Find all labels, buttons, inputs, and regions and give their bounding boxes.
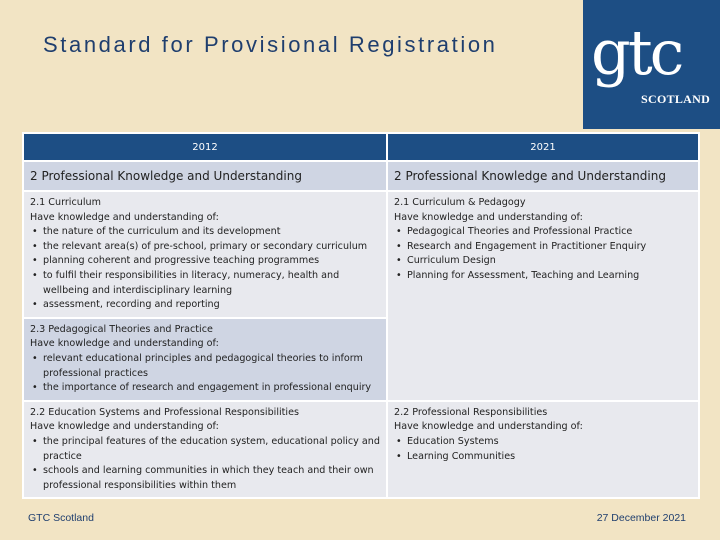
table-row: [23, 401, 699, 499]
list-item: • Pedagogical Theories and Professional Practice: [394, 225, 692, 240]
cell-heading: 2.2 Education Systems and Professional Responsibilities: [30, 406, 299, 418]
bullet-list: [30, 352, 380, 396]
list-item: • to fulfil their responsibilities in literacy, numeracy, health and wellbeing and interdisciplinary learning: [30, 269, 380, 298]
bullet-list: [394, 225, 692, 283]
list-item: • Curriculum Design: [394, 254, 692, 269]
gtc-scotland-logo: [583, 0, 720, 129]
column-header-2021: 2021: [387, 133, 699, 161]
section-right: 2 Professional Knowledge and Understanding: [387, 161, 699, 191]
bullet-list: [30, 435, 380, 493]
list-item: • the importance of research and engagement in professional enquiry: [30, 381, 380, 396]
cell-heading: 2.1 Curriculum & Pedagogy: [394, 197, 526, 208]
logo-subtitle: SCOTLAND: [641, 92, 711, 106]
table-header-row: [23, 133, 699, 161]
cell-intro: Have knowledge and understanding of:: [30, 338, 219, 350]
bullet-list: [30, 225, 380, 313]
page-title: Standard for Provisional Registration: [43, 32, 498, 57]
comparison-table: [22, 132, 700, 499]
cell-heading: 2.3 Pedagogical Theories and Practice: [30, 323, 213, 335]
list-item: • planning coherent and progressive teaching programmes: [30, 254, 380, 269]
list-item: • the principal features of the education system, educational policy and practice: [30, 435, 380, 464]
list-item: • assessment, recording and reporting: [30, 298, 380, 313]
cell-intro: Have knowledge and understanding of:: [394, 421, 583, 433]
cell-left-curriculum: [23, 191, 387, 318]
cell-left-education-systems: [23, 401, 387, 499]
cell-heading: 2.2 Professional Responsibilities: [394, 406, 548, 418]
section-row: [23, 161, 699, 191]
list-item: • the relevant area(s) of pre-school, primary or secondary curriculum: [30, 240, 380, 255]
footer-organisation: GTC Scotland: [28, 512, 94, 524]
cell-right-professional-responsibilities: [387, 401, 699, 499]
list-item: • Learning Communities: [394, 450, 692, 465]
logo-mark: gtc: [591, 16, 682, 89]
list-item: • Education Systems: [394, 435, 692, 450]
column-header-2012: 2012: [23, 133, 387, 161]
section-left: 2 Professional Knowledge and Understanding: [23, 161, 387, 191]
list-item: • relevant educational principles and pedagogical theories to inform professional practices: [30, 352, 380, 381]
table-row: [23, 191, 699, 318]
bullet-list: [394, 435, 692, 464]
cell-intro: Have knowledge and understanding of:: [30, 211, 219, 223]
cell-intro: Have knowledge and understanding of:: [30, 421, 219, 433]
footer-date: 27 December 2021: [596, 512, 686, 524]
list-item: • the nature of the curriculum and its development: [30, 225, 380, 240]
cell-intro: Have knowledge and understanding of:: [394, 211, 583, 223]
list-item: • Research and Engagement in Practitioner Enquiry: [394, 240, 692, 255]
cell-heading: 2.1 Curriculum: [30, 197, 101, 208]
list-item: • Planning for Assessment, Teaching and Learning: [394, 269, 692, 284]
cell-left-pedagogical-theories: [23, 318, 387, 401]
list-item: • schools and learning communities in which they teach and their own professional responsibilities within them: [30, 464, 380, 493]
cell-right-curriculum-pedagogy: [387, 191, 699, 401]
